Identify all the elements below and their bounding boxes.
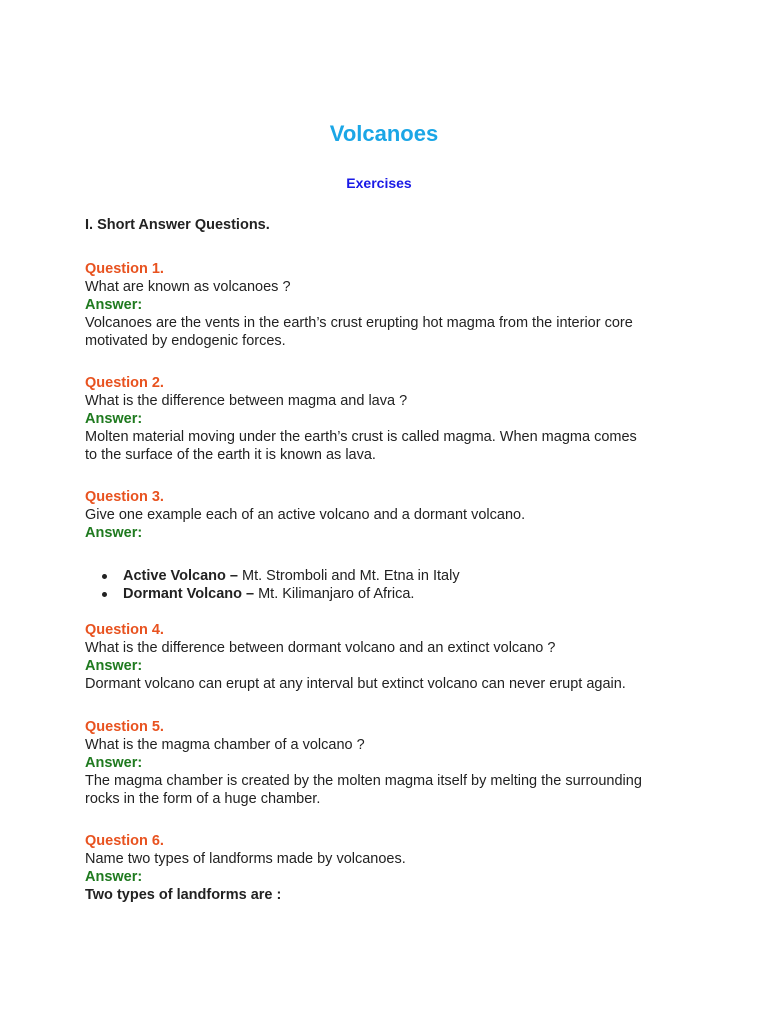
answer-bold-line: Two types of landforms are : xyxy=(85,887,282,903)
list-item xyxy=(100,567,460,585)
question-block-5 xyxy=(85,718,685,808)
answer-label: Answer: xyxy=(85,658,143,674)
list-item xyxy=(100,585,460,603)
answer-label: Answer: xyxy=(85,755,143,771)
question-text: Give one example each of an active volcano and a dormant volcano. xyxy=(85,507,526,523)
answer-label: Answer: xyxy=(85,869,143,885)
bullet-term: Active Volcano – xyxy=(123,568,238,584)
question-text: What is the difference between magma and lava ? xyxy=(85,393,408,409)
answer-line: to the surface of the earth it is known as lava. xyxy=(85,447,376,463)
bullet-text: Mt. Stromboli and Mt. Etna in Italy xyxy=(237,568,460,584)
question-text: What are known as volcanoes ? xyxy=(85,279,291,295)
bullet-icon xyxy=(102,574,107,579)
answer-label: Answer: xyxy=(85,525,143,541)
page-subtitle: Exercises xyxy=(346,175,412,191)
answer-line: The magma chamber is created by the molten magma itself by melting the surrounding xyxy=(85,773,642,789)
question-block-3 xyxy=(85,488,685,542)
question-label: Question 6. xyxy=(85,833,164,849)
bullet-icon xyxy=(102,592,107,597)
question-label: Question 5. xyxy=(85,719,164,735)
question-block-1 xyxy=(85,260,685,350)
question-block-2 xyxy=(85,374,685,464)
answer-line: Volcanoes are the vents in the earth’s crust erupting hot magma from the interior core xyxy=(85,315,633,331)
answer-bullet-list xyxy=(100,567,460,603)
question-block-4 xyxy=(85,621,685,693)
answer-line: rocks in the form of a huge chamber. xyxy=(85,791,321,807)
question-text: What is the difference between dormant volcano and an extinct volcano ? xyxy=(85,640,556,656)
question-text: Name two types of landforms made by volcanoes. xyxy=(85,851,406,867)
question-label: Question 1. xyxy=(85,261,164,277)
answer-line: Molten material moving under the earth’s crust is called magma. When magma comes xyxy=(85,429,637,445)
question-block-6 xyxy=(85,832,685,904)
page-title: Volcanoes xyxy=(329,121,439,146)
section-heading: I. Short Answer Questions. xyxy=(85,217,270,233)
bullet-text: Mt. Kilimanjaro of Africa. xyxy=(254,586,415,602)
question-label: Question 2. xyxy=(85,375,164,391)
question-text: What is the magma chamber of a volcano ? xyxy=(85,737,365,753)
question-label: Question 3. xyxy=(85,489,164,505)
answer-line: motivated by endogenic forces. xyxy=(85,333,286,349)
answer-label: Answer: xyxy=(85,411,143,427)
answer-label: Answer: xyxy=(85,297,143,313)
question-label: Question 4. xyxy=(85,622,164,638)
bullet-term: Dormant Volcano – xyxy=(123,586,255,602)
answer-line: Dormant volcano can erupt at any interval but extinct volcano can never erupt again. xyxy=(85,676,626,692)
